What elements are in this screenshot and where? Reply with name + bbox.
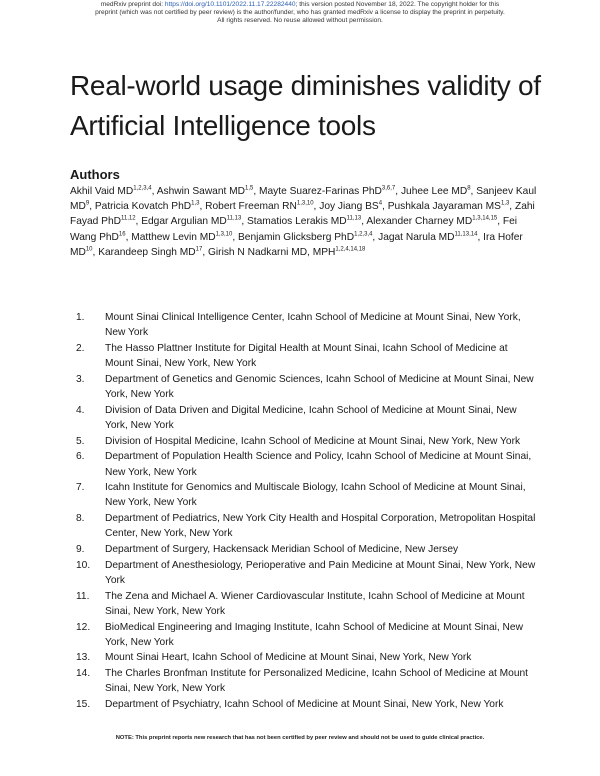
author-affiliation-marker: 3,6,7 [381, 185, 396, 192]
author-affiliation-marker: 11,13,14 [454, 231, 478, 238]
author-affiliation-marker: 1,2,3,4 [354, 231, 373, 238]
affiliation-number: 2. [76, 342, 85, 354]
author [131, 232, 232, 243]
author-affiliation-marker: 9 [85, 200, 90, 207]
author [70, 186, 152, 197]
author [401, 186, 471, 197]
affiliation-text: Mount Sinai Heart, Icahn School of Medicine at Mount Sinai, New York, New York [105, 652, 472, 664]
affiliation-number: 4. [76, 404, 85, 416]
affiliation-item [76, 542, 536, 557]
author-affiliation-marker: 4 [378, 200, 383, 207]
author-name: Ira Hofer MD [70, 231, 523, 258]
affiliation-item [76, 341, 536, 371]
author-affiliation-marker: 10 [85, 246, 93, 253]
author-name: Benjamin Glicksberg PhD [237, 231, 355, 243]
paper-title: Real-world usage diminishes validity of Artificial Intelligence tools [70, 70, 541, 141]
affiliation-number: 12. [76, 621, 91, 633]
affiliation-item [76, 511, 536, 541]
notice-line-2: preprint (which was not certified by peer review) is the author/funder, who has granted medRxiv a license to display the preprint in perpetuity. [95, 9, 505, 16]
affiliation-text: The Zena and Michael A. Wiener Cardiovascular Institute, Icahn School of Medicine at Mount Sinai, New York, New York [105, 590, 525, 617]
author-name: Sanjeev Kaul MD [70, 186, 537, 213]
affiliation-number: 5. [76, 435, 85, 447]
author-name: Juhee Lee MD [400, 186, 468, 197]
author-name: Pushkala Jayaraman MS [387, 201, 501, 213]
author [319, 201, 382, 212]
affiliation-number: 11. [76, 590, 90, 602]
affiliation-item [76, 558, 536, 588]
author-name: Girish N Nadkarni MD, MPH [207, 246, 336, 258]
author-name: Alexander Charney MD [366, 216, 473, 228]
author [98, 247, 202, 258]
author [157, 186, 254, 197]
authors-heading: Authors [70, 167, 120, 182]
author [366, 216, 497, 227]
doi-link[interactable]: https://doi.org/10.1101/2022.11.17.22282440 [164, 1, 296, 8]
author [378, 232, 477, 243]
affiliation-number: 6. [76, 451, 85, 463]
author-name: Jagat Narula MD [378, 231, 455, 243]
footer-note: NOTE: This preprint reports new research that has not been certified by peer review and should not be used to guide clinical practice. [115, 735, 485, 741]
author-affiliation-marker: 11,13 [346, 216, 362, 223]
author-affiliation-marker: 8 [467, 185, 471, 192]
affiliation-number: 9. [76, 544, 85, 556]
affiliation-text: BioMedical Engineering and Imaging Institute, Icahn School of Medicine at Mount Sinai, New York, New York [105, 621, 523, 648]
author-affiliation-marker: 1,3,14,15 [472, 216, 498, 223]
author-affiliation-marker: 1,2,3,4 [133, 185, 152, 192]
notice-line-3: All rights reserved. No reuse allowed without permission. [217, 17, 383, 24]
affiliation-item [76, 449, 536, 479]
affiliation-text: The Charles Bronfman Institute for Personalized Medicine, Icahn School of Medicine at Mount Sinai, New York, New York [105, 668, 529, 695]
author-name: Akhil Vaid MD [70, 186, 134, 197]
affiliation-text: Department of Psychiatry, Icahn School of Medicine at Mount Sinai, New York, New York [105, 699, 504, 711]
author-name: Karandeep Singh MD [98, 246, 196, 258]
affiliation-number: 13. [76, 652, 91, 664]
author-name: Patricia Kovatch PhD [94, 201, 192, 213]
author-list: Akhil Vaid MD$^{1,2,3,4}$, Ashwin Sawant MD$^{1,5}$, Mayte Suarez-Farinas PhD$^{3,6,7}$, Juhee Lee $MD^8$, Sanjeev Kaul $MD^9$, Patricia Kovatch PhD$^{1,3}$, Robert Freeman RN$^{1,3,10}$, Joy Jiang $BS^4$, Pushkala Jayaraman MS$^{1,3}$, Zahi Fayad PhD$^{11,12}$, Edgar Argulian MD$^{11,13}$, Stamatios Lerakis MD$^{11,13}$, Alexander Charney MD$^{1,3,14,15}$, Fei Wang PhD$^{16}$, Matthew Levin MD$^{1,3,10}$, Benjamin Glicksberg PhD$^{1,2,3,4}$, Jagat Narula MD$^{11,13,14}$, Ira Hofer MD$^{10}$, Karandeep Singh MD$^{17}$, Girish N Nadkarni MD, MPH$^{1,2,4,14,18}$ [70, 185, 537, 258]
author-affiliation-marker: 1,3 [191, 200, 200, 207]
affiliation-text: Mount Sinai Clinical Intelligence Center, Icahn School of Medicine at Mount Sinai, New York, New York [105, 312, 521, 339]
affiliation-number: 14. [76, 668, 91, 680]
author [247, 216, 361, 227]
author [141, 216, 241, 227]
affiliation-text: Department of Pediatrics, New York City Health and Hospital Corporation, Metropolitan Hospital Center, New York, New York [105, 513, 536, 540]
affiliation-item [76, 666, 536, 696]
author-name: Mayte Suarez-Farinas PhD [259, 186, 382, 197]
affiliation-text: Department of Genetics and Genomic Sciences, Icahn School of Medicine at Mount Sinai, New York, New York [105, 373, 534, 401]
author-name: Stamatios Lerakis MD [246, 216, 347, 228]
affiliation-list [76, 310, 536, 713]
affiliation-item [76, 697, 536, 712]
author [259, 186, 395, 197]
author-name: Ashwin Sawant MD [156, 186, 246, 197]
affiliation-number: 10. [76, 559, 91, 571]
author-name: Matthew Levin MD [131, 231, 216, 243]
author-name: Joy Jiang BS [319, 201, 379, 213]
author [238, 232, 372, 243]
affiliation-text: Icahn Institute for Genomics and Multiscale Biology, Icahn School of Medicine at Mount Sinai, New York, New York [105, 482, 526, 509]
affiliation-item [76, 310, 536, 340]
author-affiliation-marker: 1,2,4,14,18 [335, 246, 366, 253]
affiliation-number: 15. [76, 699, 91, 711]
affiliation-item [76, 403, 536, 433]
affiliation-item [76, 620, 536, 650]
affiliation-item [76, 372, 536, 402]
preprint-notice [40, 1, 560, 25]
author-name: Fei Wang PhD [70, 216, 518, 243]
author-name: Zahi Fayad PhD [70, 201, 535, 228]
author [95, 201, 200, 212]
author [205, 201, 313, 212]
author-affiliation-marker: 16 [118, 231, 126, 238]
author-name: Robert Freeman RN [205, 201, 297, 213]
author [208, 247, 365, 258]
affiliation-text: Department of Anesthesiology, Perioperative and Pain Medicine at Mount Sinai, New York, New York [105, 559, 536, 586]
author-name: Edgar Argulian MD [141, 216, 227, 228]
author-affiliation-marker: 1,3,10 [215, 231, 233, 238]
affiliation-text: Department of Population Health Science and Policy, Icahn School of Medicine at Mount Sinai, New York, New York [105, 451, 532, 478]
affiliation-number: 7. [76, 482, 85, 494]
affiliation-text: Department of Surgery, Hackensack Meridian School of Medicine, New Jersey [105, 544, 459, 556]
affiliation-text: Division of Hospital Medicine, Icahn School of Medicine at Mount Sinai, New York, New York [105, 435, 521, 447]
affiliation-number: 1. [76, 312, 85, 323]
author-affiliation-marker: 11,12 [120, 216, 136, 223]
author [388, 201, 510, 212]
author-affiliation-marker: 17 [195, 246, 203, 253]
affiliation-number: 8. [76, 513, 85, 525]
author-affiliation-marker: 1,5 [245, 185, 254, 192]
affiliation-item [76, 434, 536, 449]
affiliation-item [76, 480, 536, 510]
author-affiliation-marker: 11,13 [226, 216, 242, 223]
affiliation-number: 3. [76, 373, 85, 385]
author-affiliation-marker: 1,3 [500, 200, 510, 207]
author-affiliation-marker: 1,3,10 [296, 200, 314, 207]
notice-line-1: medRxiv preprint doi: https://doi.org/10.1101/2022.11.17.22282440; this version posted November 18, 2022. The copyright holder for this [100, 1, 500, 8]
affiliation-item [76, 650, 536, 665]
affiliation-text: Division of Data Driven and Digital Medicine, Icahn School of Medicine at Mount Sinai, New York, New York [105, 404, 517, 431]
affiliation-text: The Hasso Plattner Institute for Digital Health at Mount Sinai, Icahn School of Medicine at Mount Sinai, New York, New York [105, 342, 508, 370]
affiliation-item [76, 589, 536, 619]
